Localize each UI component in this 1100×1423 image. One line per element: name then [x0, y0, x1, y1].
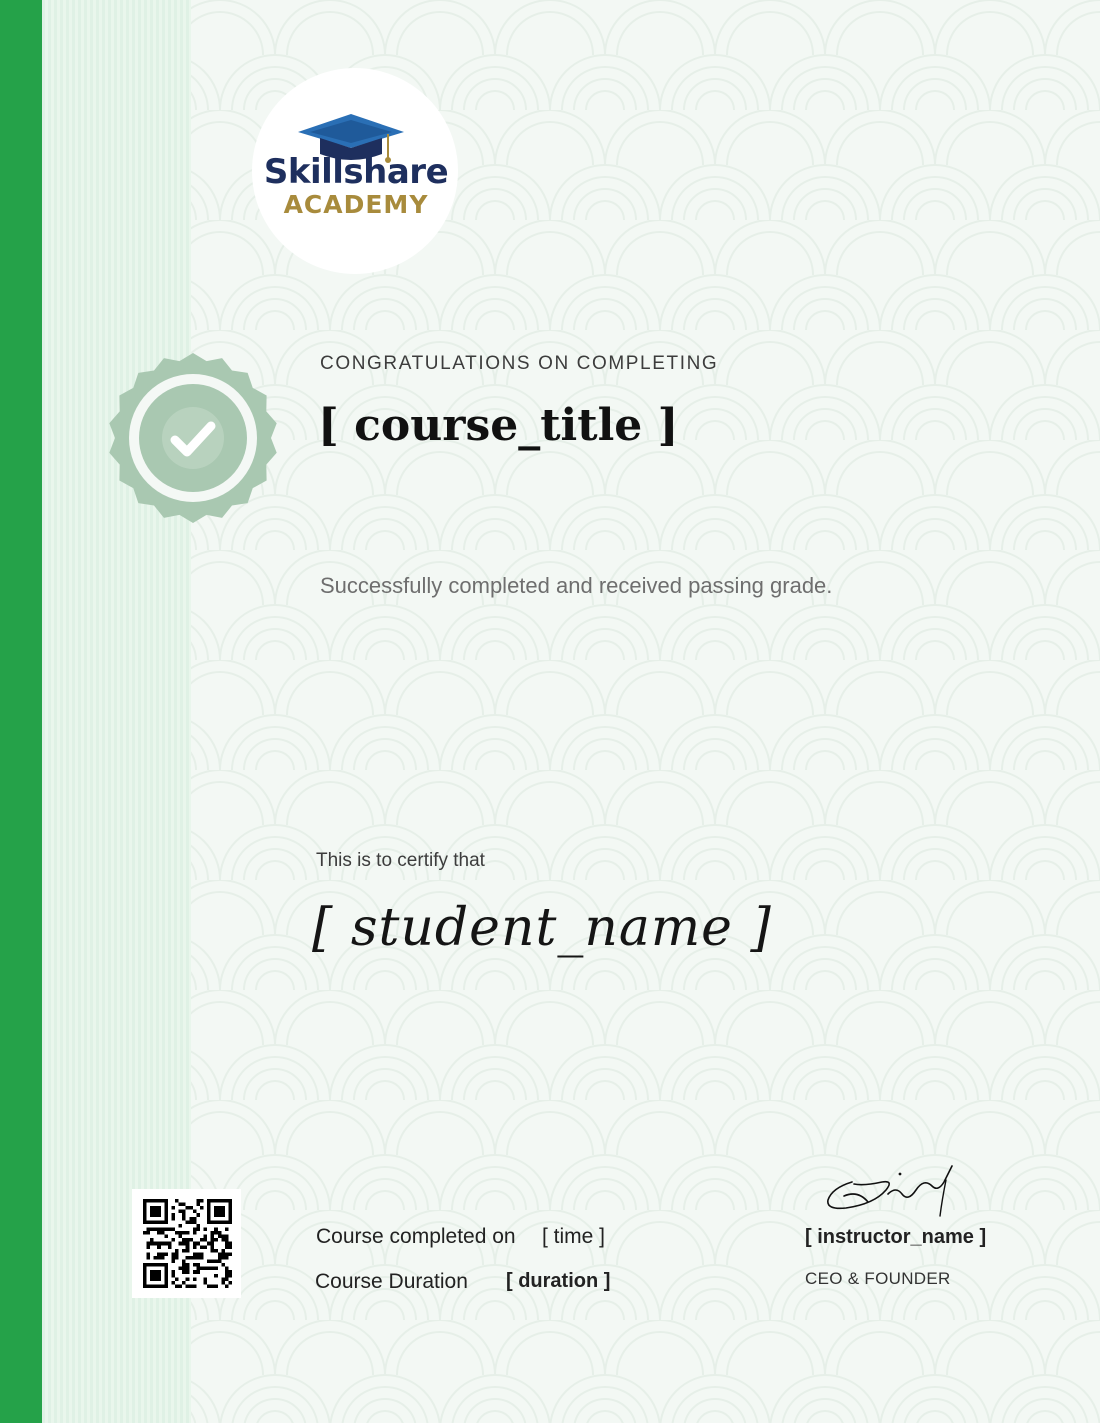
- congratulations-heading: CONGRATULATIONS ON COMPLETING: [320, 353, 719, 374]
- success-message: Successfully completed and received passing grade.: [320, 573, 833, 598]
- course-title: [ course_title ]: [318, 400, 679, 451]
- completed-on-value: [ time ]: [542, 1225, 606, 1248]
- student-name: [ student_name ]: [312, 898, 772, 958]
- qr-code-icon: [143, 1199, 232, 1288]
- instructor-signature: [824, 1160, 960, 1220]
- checkmark-icon: [162, 407, 224, 469]
- course-duration-value: [ duration ]: [506, 1270, 611, 1292]
- left-accent-bar: [0, 0, 42, 1423]
- instructor-name: [ instructor_name ]: [805, 1226, 987, 1248]
- qr-code: [132, 1189, 241, 1298]
- course-duration-label: Course Duration: [315, 1270, 468, 1293]
- logo-wordmark-secondary: ACADEMY: [283, 190, 429, 219]
- instructor-role: CEO & FOUNDER: [805, 1269, 951, 1288]
- certificate-seal: [107, 352, 279, 524]
- logo-wordmark-primary: Skillshare: [263, 152, 449, 192]
- certify-text: This is to certify that: [316, 850, 485, 871]
- completed-on-label: Course completed on: [316, 1225, 516, 1248]
